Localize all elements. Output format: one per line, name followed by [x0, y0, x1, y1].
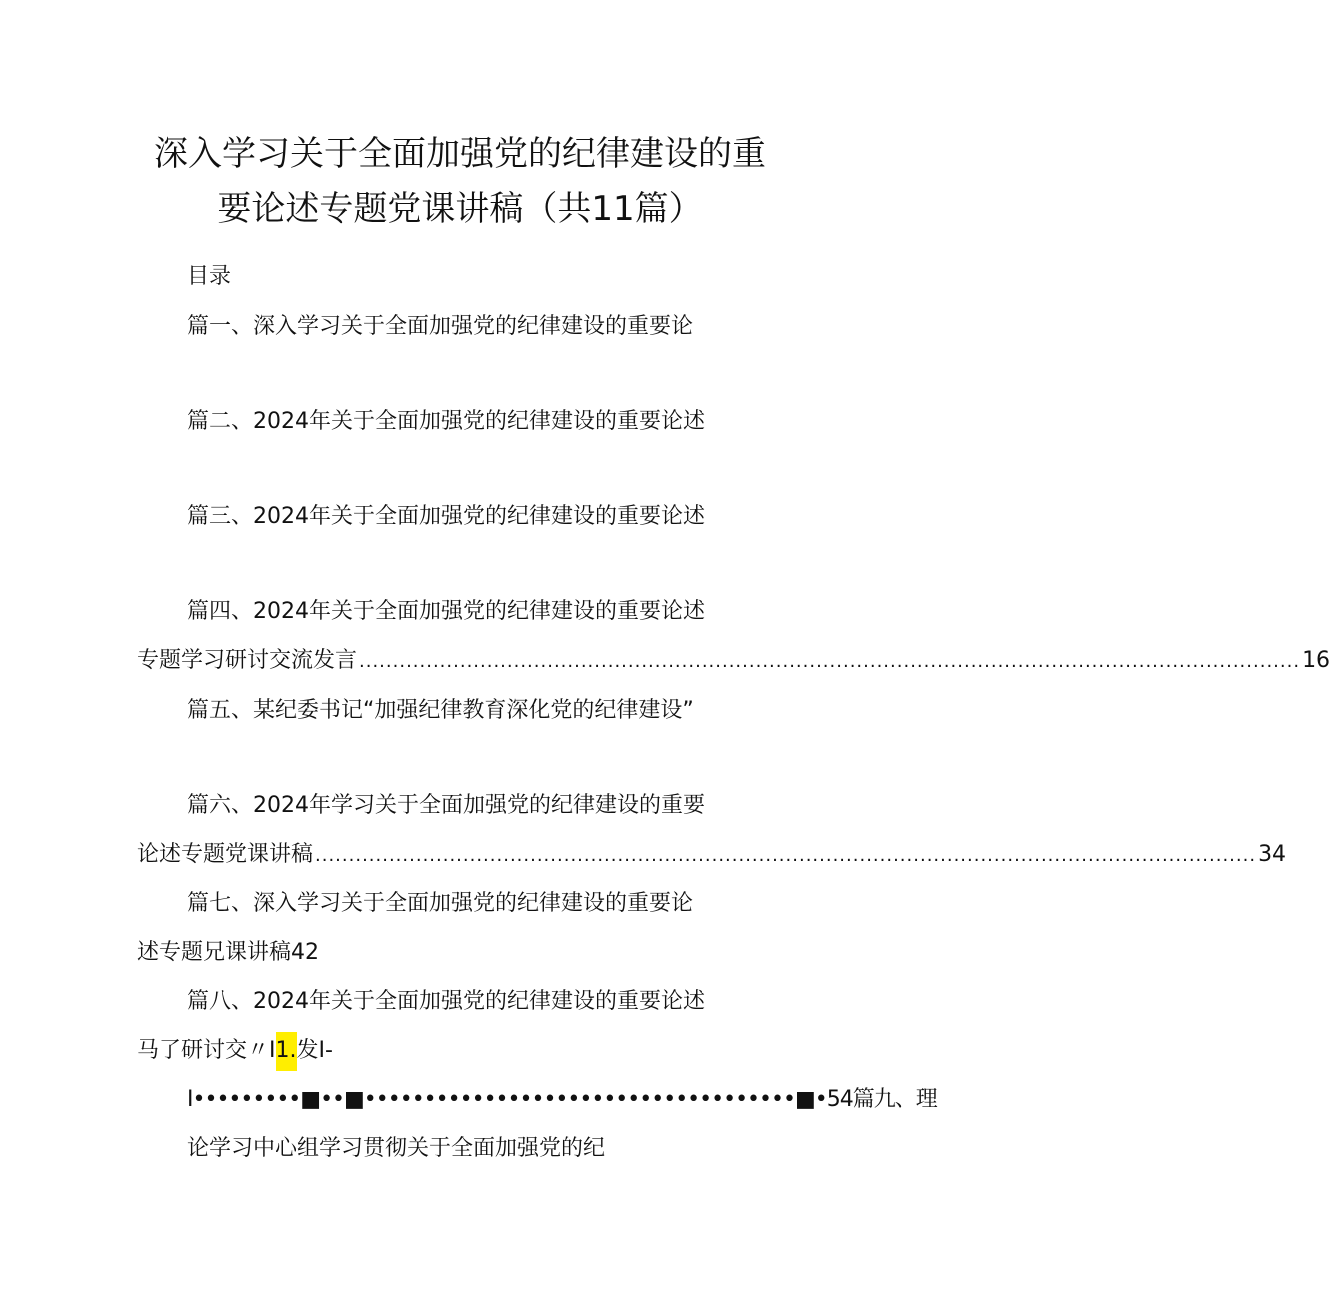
toc-entry-1: 篇一、深入学习关于全面加强党的纪律建设的重要论 — [187, 314, 694, 339]
toc-entry-7: 篇七、深入学习关于全面加强党的纪律建设的重要论 — [187, 891, 694, 916]
dot-leader — [359, 647, 1300, 677]
toc-entry-5: 篇五、某纪委书记“加强纪律教育深化党的纪律建设” — [187, 698, 694, 723]
toc-entry-8-cont-a: 马了研讨交〃I — [137, 1038, 276, 1063]
toc-entry-8-continuation — [137, 1036, 333, 1066]
document-title-line-1: 深入学习关于全面加强党的纪律建设的重 — [154, 134, 766, 174]
toc-entry-8: 篇八、2024年关于全面加强党的纪律建设的重要论述 — [187, 989, 705, 1014]
document-title-line-2: 要论述专题党课讲稿（共11篇） — [217, 189, 703, 229]
toc-entry-4-cont-text: 专题学习研讨交流发言 — [137, 648, 358, 673]
toc-entry-3: 篇三、2024年关于全面加强党的纪律建设的重要论述 — [187, 504, 705, 529]
toc-entry-4-page: 16 — [1302, 648, 1330, 673]
toc-heading: 目录 — [187, 264, 232, 289]
garbled-bullet-line: I•••••••••■••■••••••••••••••••••••••••••••••••••••■•54篇九、理 — [187, 1087, 937, 1112]
toc-entry-6-continuation — [137, 840, 1287, 871]
toc-entry-4-continuation — [137, 646, 1330, 677]
highlighted-text: 1. — [276, 1032, 297, 1071]
toc-entry-4: 篇四、2024年关于全面加强党的纪律建设的重要论述 — [187, 599, 705, 624]
toc-entry-6-cont-text: 论述专题党课讲稿 — [137, 842, 314, 867]
toc-entry-2: 篇二、2024年关于全面加强党的纪律建设的重要论述 — [187, 409, 705, 434]
toc-entry-6: 篇六、2024年学习关于全面加强党的纪律建设的重要 — [187, 793, 705, 818]
toc-entry-7-continuation: 述专题兄课讲稿42 — [137, 940, 319, 965]
toc-entry-6-page: 34 — [1258, 842, 1287, 867]
dot-leader — [315, 841, 1256, 871]
toc-entry-8-cont-b: 发I- — [296, 1038, 333, 1063]
toc-entry-9-continuation: 论学习中心组学习贯彻关于全面加强党的纪 — [187, 1136, 606, 1161]
